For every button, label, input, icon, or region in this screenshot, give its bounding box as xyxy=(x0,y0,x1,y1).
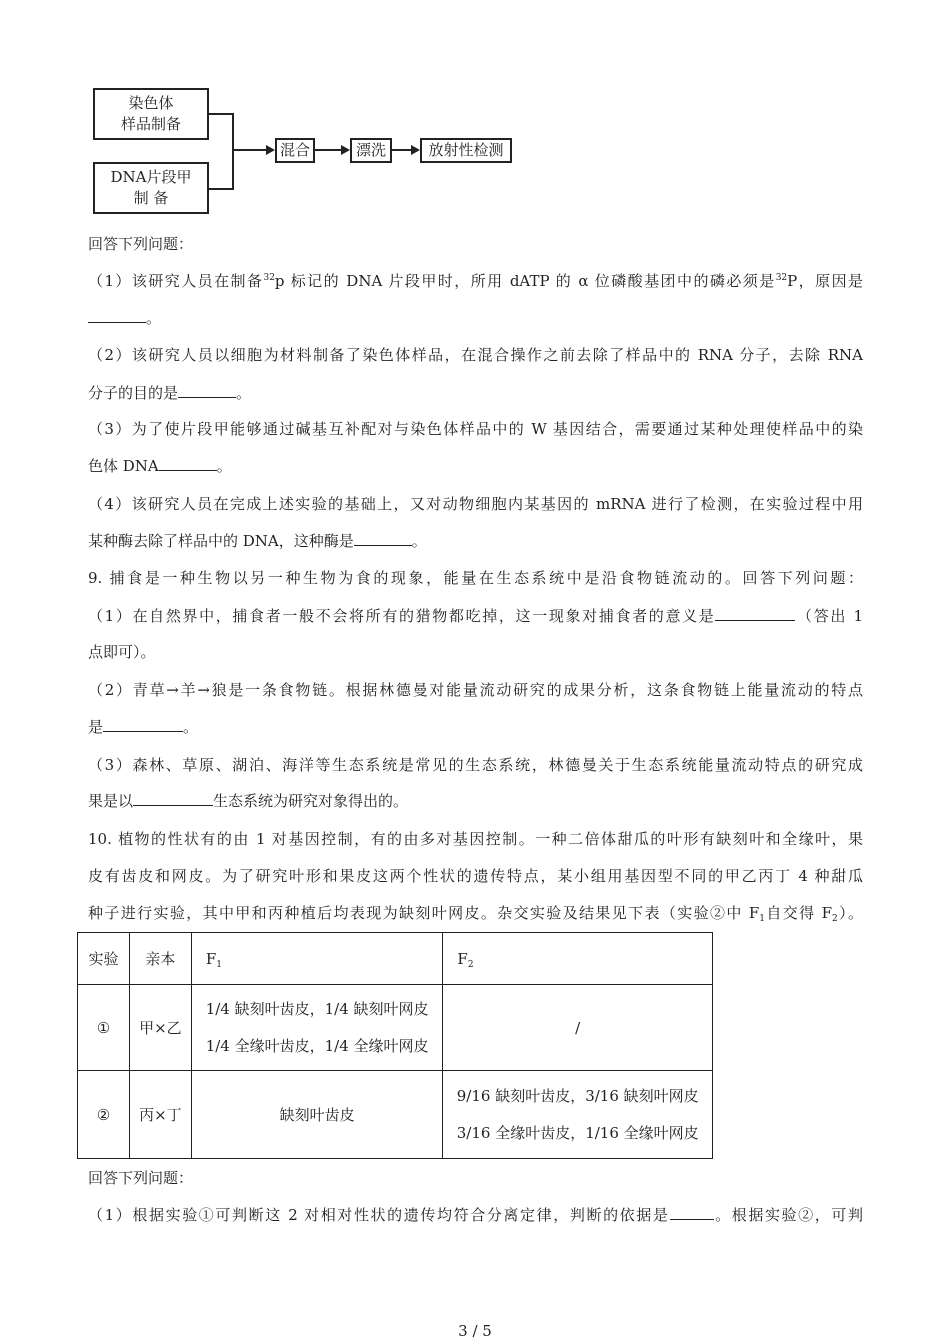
answer-blank[interactable] xyxy=(670,1205,714,1220)
table-row xyxy=(78,985,713,1071)
q9-part3-tail: 生态系统为研究对象得出的。 xyxy=(213,792,409,810)
q8-part1-sup: 32 xyxy=(263,273,275,283)
header-experiment: 实验 xyxy=(78,933,130,985)
header-f1-sub: 1 xyxy=(216,959,222,970)
row1-f1-line2: 1/4 全缘叶齿皮，1/4 全缘叶网皮 xyxy=(205,1036,429,1055)
q8-part3-end: 。 xyxy=(216,457,232,475)
row1-parent: 甲×乙 xyxy=(129,985,191,1071)
connector-line xyxy=(232,149,266,151)
q10-sub-f1: 1 xyxy=(759,914,765,924)
q8-part2-end: 。 xyxy=(236,384,252,402)
q9-part1-line2: 点即可）。 xyxy=(88,643,156,661)
header-parent: 亲本 xyxy=(129,933,191,985)
q10-line2: 皮有齿皮和网皮。为了研究叶形和果皮这两个性状的遗传特点，某小组用基因型不同的甲乙丙丁 4 种甜瓜 xyxy=(88,867,863,885)
row2-f1: 缺刻叶齿皮 xyxy=(191,1071,443,1159)
q9-part2-text: 是 xyxy=(88,718,104,736)
flow-box-chromosome-prep xyxy=(93,88,209,140)
flow-box-dna-prep xyxy=(93,162,209,214)
q10-line3-text-a: 种子进行实验，其中甲和丙种植后均表现为缺刻叶网皮。杂交实验及结果见下表（实验②中 F xyxy=(88,904,760,922)
q8-part1-text-a: （1）该研究人员在制备 xyxy=(88,272,264,290)
q8-part2-text: 分子的目的是 xyxy=(88,384,179,402)
q10-line1: 10. 植物的性状有的由 1 对基因控制，有的由多对基因控制。一种二倍体甜瓜的叶形有缺刻叶和全缘叶，果 xyxy=(88,830,863,848)
flow-box-dna-line2: 制 备 xyxy=(133,189,169,207)
flow-box-dna-line1: DNA片段甲 xyxy=(110,168,192,186)
q8-part4-text: 某种酶去除了样品中的 DNA，这种酶是 xyxy=(88,532,354,550)
row2-f2-line1: 9/16 缺刻叶齿皮，3/16 缺刻叶网皮 xyxy=(456,1086,699,1105)
answer-blank[interactable] xyxy=(103,717,183,732)
answer-blank[interactable] xyxy=(133,791,213,806)
q9-part3-line1: （3）森林、草原、湖泊、海洋等生态系统是常见的生态系统，林德曼关于生态系统能量流动特点的研究成 xyxy=(88,756,863,774)
q8-part1-line2 xyxy=(88,308,863,328)
q10-after-table: 回答下列问题： xyxy=(88,1169,194,1187)
q8-part1-end: 。 xyxy=(146,309,162,327)
connector-line xyxy=(392,149,411,151)
arrow-head xyxy=(411,145,420,155)
row1-experiment: ① xyxy=(78,985,130,1071)
q8-part3-line2 xyxy=(88,456,863,476)
q9-part2-line2 xyxy=(88,717,863,737)
connector-line xyxy=(209,113,234,115)
q8-part3-text: 色体 DNA xyxy=(88,457,159,475)
q9-title: 9. 捕食是一种生物以另一种生物为食的现象，能量在生态系统中是沿食物链流动的。回答下列问题： xyxy=(88,569,863,587)
header-f2-sub: 2 xyxy=(467,959,474,970)
page-number: 3 / 5 xyxy=(458,1322,492,1340)
q10-line3-text-b: 自交得 F xyxy=(764,904,832,922)
q10-sub-f2: 2 xyxy=(832,914,838,924)
q8-part4-end: 。 xyxy=(411,532,427,550)
connector-line xyxy=(232,113,234,190)
table-row xyxy=(78,1071,713,1159)
arrow-head xyxy=(341,145,350,155)
answer-blank[interactable] xyxy=(354,531,412,546)
answer-blank[interactable] xyxy=(159,456,217,471)
q8-part4-line2 xyxy=(88,531,863,551)
q8-part1-text-b: p 标记的 DNA 片段甲时，所用 dATP 的 α 位磷酸基团中的磷必须是 xyxy=(274,272,776,290)
q8-part1-text-c: P，原因是 xyxy=(787,272,864,290)
row2-parent: 丙×丁 xyxy=(129,1071,191,1159)
header-f1-label: F xyxy=(205,949,217,968)
flow-box-chromosome-line1: 染色体 xyxy=(128,94,174,112)
q9-part2-line1: （2）青草→羊→狼是一条食物链。根据林德曼对能量流动研究的成果分析，这条食物链上能量流动的特点 xyxy=(88,681,863,699)
q10-line3 xyxy=(88,903,863,923)
header-f2-label: F xyxy=(457,949,468,968)
q10-line3-text-c: ）。 xyxy=(837,904,863,922)
q8-part4-line1: （4）该研究人员在完成上述实验的基础上，又对动物细胞内某基因的 mRNA 进行了检测，在实验过程中用 xyxy=(88,495,863,513)
flow-box-mix: 混合 xyxy=(275,138,315,163)
header-f2 xyxy=(443,933,713,985)
q9-part1-line1 xyxy=(88,606,863,626)
q8-part1-sup2: 32 xyxy=(775,273,788,283)
q9-part3-text: 果是以 xyxy=(88,792,134,810)
connector-line xyxy=(209,188,234,190)
answer-blank[interactable] xyxy=(178,383,236,398)
q9-part2-end: 。 xyxy=(183,718,199,736)
row1-f1 xyxy=(191,985,443,1071)
row2-f2 xyxy=(443,1071,713,1159)
row1-f1-line1: 1/4 缺刻叶齿皮，1/4 缺刻叶网皮 xyxy=(205,999,429,1018)
answer-blank[interactable] xyxy=(715,606,795,621)
row1-f2: / xyxy=(443,985,713,1071)
q10-part1-text-a: （1）根据实验①可判断这 2 对相对性状的遗传均符合分离定律，判断的依据是 xyxy=(88,1206,670,1224)
flow-box-chromosome-line2: 样品制备 xyxy=(120,115,181,133)
q8-part2-line2 xyxy=(88,383,863,403)
flow-box-rinse: 漂洗 xyxy=(350,138,392,163)
q8-part2-line1: （2）该研究人员以细胞为材料制备了染色体样品，在混合操作之前去除了样品中的 RNA 分子，去除 RNA xyxy=(88,346,863,364)
q9-part1-text: （1）在自然界中，捕食者一般不会将所有的猎物都吃掉，这一现象对捕食者的意义是 xyxy=(88,607,716,625)
answer-blank[interactable] xyxy=(88,308,146,323)
q9-part3-line2 xyxy=(88,791,863,811)
table-header-row xyxy=(78,933,713,985)
experiment-table xyxy=(77,932,713,1159)
connector-line xyxy=(315,149,341,151)
q10-part1-line1 xyxy=(88,1205,863,1225)
flow-box-detect: 放射性检测 xyxy=(420,138,512,163)
header-f1 xyxy=(191,933,443,985)
q8-intro: 回答下列问题： xyxy=(88,235,194,253)
q9-part1-tail: （答出 1 xyxy=(795,607,863,625)
row2-experiment: ② xyxy=(78,1071,130,1159)
q8-part3-line1: （3）为了使片段甲能够通过碱基互补配对与染色体样品中的 W 基因结合，需要通过某种处理使样品中的染 xyxy=(88,420,863,438)
arrow-head xyxy=(266,145,275,155)
q8-part1-line1 xyxy=(88,271,863,291)
row2-f2-line2: 3/16 全缘叶齿皮，1/16 全缘叶网皮 xyxy=(456,1123,699,1142)
q10-part1-text-b: 。根据实验②，可判 xyxy=(713,1206,863,1224)
